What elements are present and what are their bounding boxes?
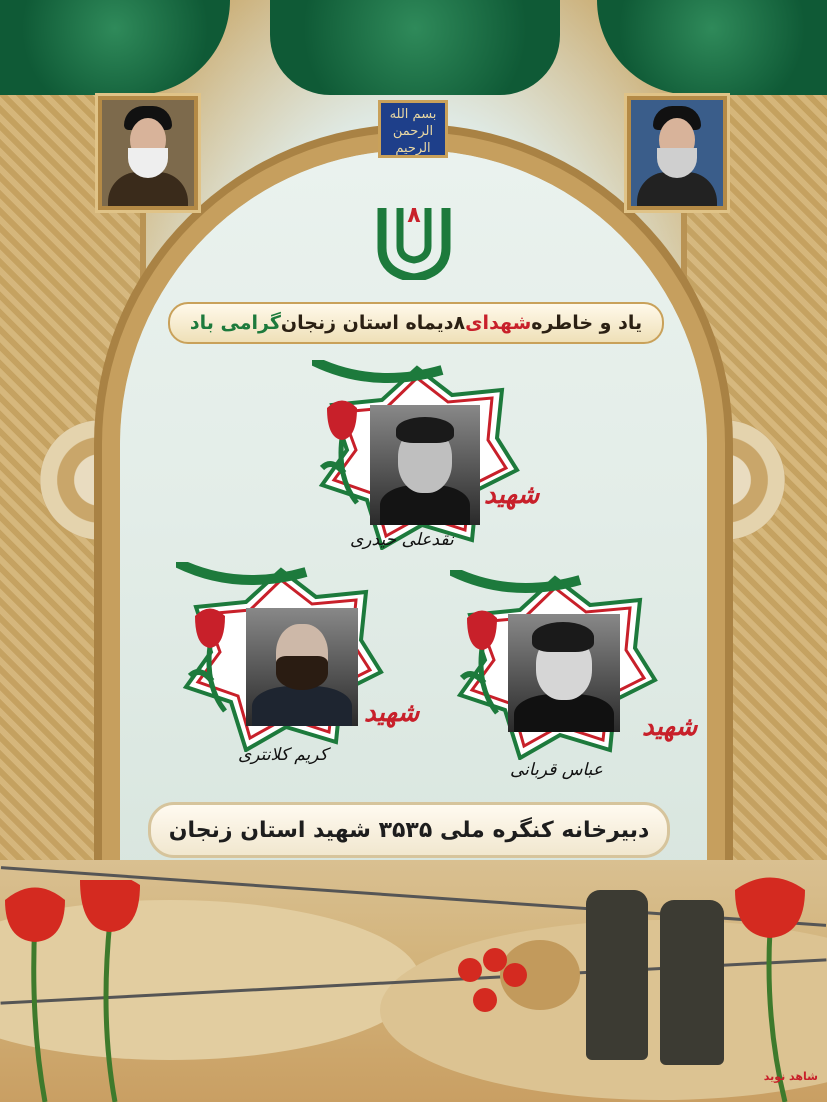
martyr-photo-3 [508,614,620,732]
martyr-title-1: شهید [484,480,540,510]
boot-left [586,890,648,1060]
tulip-small-cluster [455,945,535,1045]
footer-banner: دبیرخانه کنگره ملی ۳۵۳۵ شهید استان زنجان [148,802,670,858]
green-dome-center [270,0,560,95]
martyr-name-2: کریم کلانتری [238,745,328,765]
tulip-icon [312,398,372,508]
green-dome-left [0,0,230,95]
banner-text-3: ۸دیماه استان زنجان [280,312,466,334]
martyr-title-3: شهید [642,712,698,742]
portrait-left [98,96,198,210]
martyr-name-3: عباس قربانی [510,760,603,780]
svg-text:۸: ۸ [407,203,421,228]
title-banner [168,302,664,344]
tulip-cluster-left [0,880,140,1102]
banner-text-2: شهدای [465,312,532,334]
tulip-right [715,870,827,1102]
banner-text-1: یاد و خاطره [531,312,643,334]
green-dome-right [597,0,827,95]
martyr-name-1: نقدعلی حیدری [350,530,454,550]
tulip-icon [452,608,512,718]
credit-watermark: شاهد نوید [763,1070,818,1083]
tulip-icon [180,606,240,716]
banner-text-4: گرامی باد [189,312,281,334]
martyr-title-2: شهید [364,698,420,728]
bismillah-plaque: بسم الله الرحمن الرحیم [378,100,448,158]
portrait-right [627,96,727,210]
logo-icon [372,188,456,280]
martyr-photo-1 [370,405,480,525]
martyr-photo-2 [246,608,358,726]
